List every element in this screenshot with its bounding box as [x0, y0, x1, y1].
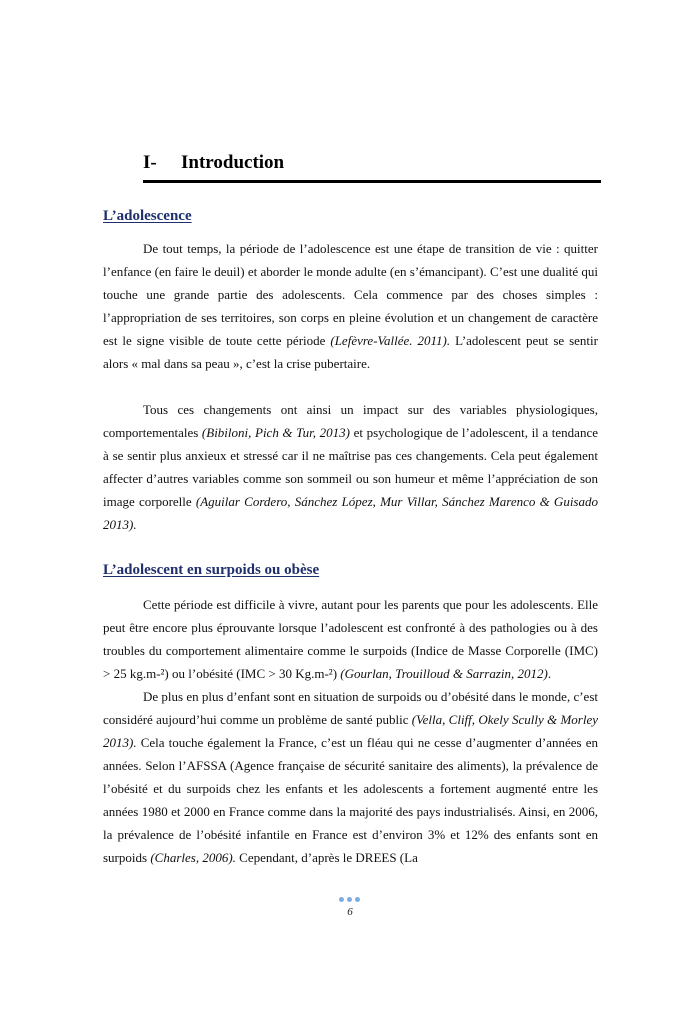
paragraph-text: et psychologique de l’adolescent, il a tendance à se sentir plus anxieux et stressé car il ne maîtrise pas ces changements. Cela peut également affecter d’autres variables comme son sommeil ou son humeur et même l’appréciation de son image corporelle — [103, 425, 598, 509]
paragraph-text: De plus en plus d’enfant sont en situation de surpoids ou d’obésité dans le monde, c’est considéré aujourd’hui comme un problème de santé public — [103, 689, 598, 727]
paragraph — [103, 398, 598, 536]
chapter-heading — [143, 152, 284, 174]
paragraph-text: De tout temps, la période de l’adolescence est une étape de transition de vie : quitter l’enfance (en faire le deuil) et aborder le monde adulte (en s’émancipant). C’est une dualité qui touche une grande partie des adolescents. Cela commence par des choses simples : l’appropriation de ses territoires, son corps en pleine évolution et un changement de caractère est le signe visible de toute cette période — [103, 241, 598, 348]
citation: (Aguilar Cordero, Sánchez López, Mur Villar, Sánchez Marenco & Guisado 2013). — [103, 494, 598, 532]
paragraph — [103, 237, 598, 375]
citation: (Charles, 2006). — [150, 850, 236, 865]
chapter-title: Introduction — [181, 152, 285, 173]
section-title-surpoids: L’adolescent en surpoids ou obèse — [103, 562, 320, 578]
section-title-adolescence: L’adolescence — [103, 208, 192, 224]
paragraph-text: . — [547, 666, 552, 681]
page-dots-ornament — [335, 896, 365, 904]
paragraph-text: Cela touche également la France, c’est un fléau qui ne cesse d’augmenter d’années en années. Selon l’AFSSA (Agence française de sécurité sanitaire des aliments), la prévalence de l’obésité et du surpoids chez les enfants et les adolescents a fortement augmenté entre les années 1980 et 2000 en France comme dans la majorité des pays industrialisés. Ainsi, en 2006, la prévalence de l’obésité infantile en France est d’environ 3% et 12% des enfants sont en surpoids — [103, 735, 598, 865]
page-number: 6 — [347, 906, 353, 918]
dot-icon — [347, 897, 352, 902]
chapter-rule — [143, 180, 601, 183]
citation: (Bibiloni, Pich & Tur, 2013) — [201, 425, 350, 440]
paragraph-text: Cependant, d’après le DREES (La — [235, 850, 418, 865]
dot-icon — [339, 897, 344, 902]
paragraph-text: L’adolescent peut se sentir alors « mal dans sa peau », c’est la crise pubertaire. — [103, 333, 598, 371]
citation: (Gourlan, Trouilloud & Sarrazin, 2012) — [340, 666, 548, 681]
chapter-number: I- — [143, 152, 157, 173]
paragraph-text: Cette période est difficile à vivre, autant pour les parents que pour les adolescents. Elle peut être encore plus éprouvante lorsque l’adolescent est confronté à des pathologies ou à des troubles du comportement alimentaire comme le surpoids (Indice de Masse Corporelle (IMC) > 25 kg.m-²) ou l’obésité (IMC > 30 Kg.m-²) — [103, 597, 598, 681]
citation: (Vella, Cliff, Okely Scully & Morley 2013). — [103, 712, 598, 750]
paragraph-text: Tous ces changements ont ainsi un impact sur des variables physiologiques, comportementales — [103, 402, 598, 440]
paragraph — [103, 685, 598, 869]
citation: (Lefèvre-Vallée. 2011). — [330, 333, 451, 348]
paragraph — [103, 593, 598, 685]
dot-icon — [355, 897, 360, 902]
